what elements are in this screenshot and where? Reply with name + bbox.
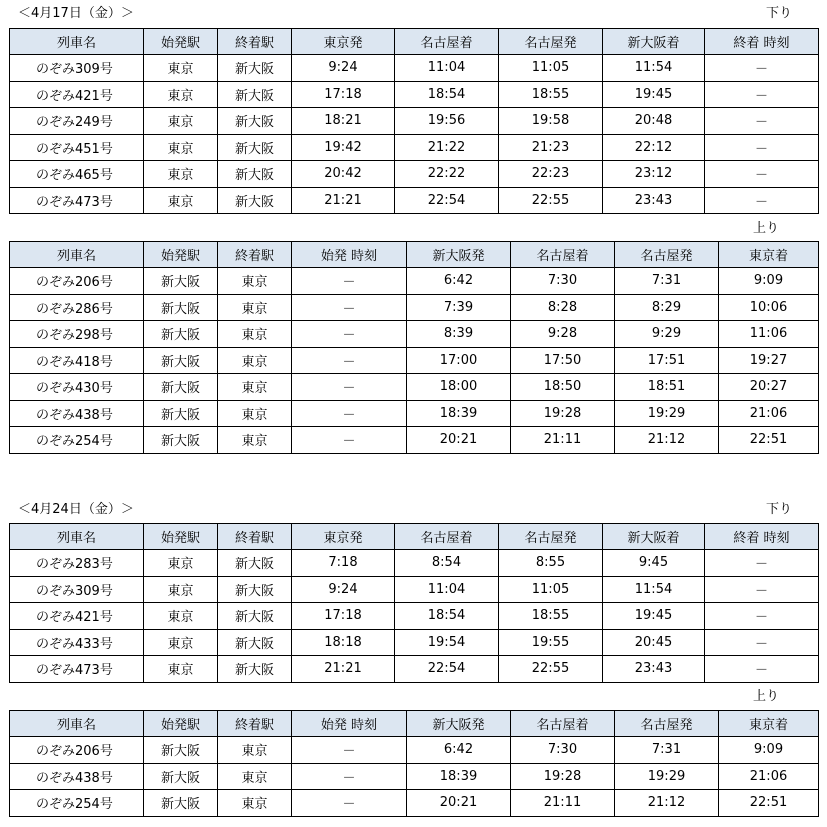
- table-cell: 新大阪: [218, 161, 292, 188]
- table-cell: 17:50: [511, 347, 615, 374]
- table-row: [10, 187, 819, 214]
- table-row: [10, 374, 819, 401]
- column-header: 名古屋発: [499, 29, 603, 55]
- column-header: 始発駅: [144, 711, 218, 737]
- table-cell: 21:11: [511, 790, 615, 817]
- table-cell: －: [292, 321, 407, 348]
- column-header: 始発駅: [144, 242, 218, 268]
- table-cell: 7:30: [511, 737, 615, 764]
- table-cell: 6:42: [407, 737, 511, 764]
- table-cell: －: [292, 374, 407, 401]
- table-cell: 21:22: [395, 134, 499, 161]
- table-cell: －: [292, 268, 407, 295]
- table-cell: 22:51: [719, 790, 819, 817]
- table-cell: 東京: [218, 374, 292, 401]
- table-cell: 19:28: [511, 400, 615, 427]
- table-row: [10, 294, 819, 321]
- column-header: 東京発: [292, 524, 395, 550]
- table-cell: －: [705, 550, 819, 577]
- table-cell: 新大阪: [144, 374, 218, 401]
- header-row: [10, 29, 819, 55]
- table-cell: 7:31: [615, 737, 719, 764]
- train-name-cell: のぞみ309号: [10, 55, 144, 82]
- table-cell: 東京: [218, 268, 292, 295]
- table-cell: 6:42: [407, 268, 511, 295]
- table-cell: 新大阪: [218, 603, 292, 630]
- table-cell: 9:45: [603, 550, 705, 577]
- down-timetable: [9, 28, 819, 214]
- up-timetable: [9, 241, 819, 454]
- table-cell: 東京: [144, 161, 218, 188]
- table-row: [10, 108, 819, 135]
- table-cell: 22:23: [499, 161, 603, 188]
- section-date-label: ＜4月17日（金）＞: [18, 6, 134, 21]
- table-cell: －: [705, 108, 819, 135]
- table-cell: 新大阪: [144, 427, 218, 454]
- table-cell: 新大阪: [144, 763, 218, 790]
- column-header: 新大阪発: [407, 711, 511, 737]
- table-cell: 22:12: [603, 134, 705, 161]
- table-cell: 19:58: [499, 108, 603, 135]
- column-header: 名古屋発: [615, 242, 719, 268]
- table-cell: 19:28: [511, 763, 615, 790]
- table-cell: －: [705, 161, 819, 188]
- table-cell: 東京: [144, 550, 218, 577]
- table-cell: 20:21: [407, 790, 511, 817]
- train-name-cell: のぞみ286号: [10, 294, 144, 321]
- train-name-cell: のぞみ254号: [10, 427, 144, 454]
- table-row: [10, 550, 819, 577]
- table-cell: 11:05: [499, 55, 603, 82]
- table-cell: 9:29: [615, 321, 719, 348]
- column-header: 名古屋着: [395, 524, 499, 550]
- train-name-cell: のぞみ473号: [10, 656, 144, 683]
- column-header: 東京着: [719, 242, 819, 268]
- table-cell: －: [292, 347, 407, 374]
- table-cell: 18:21: [292, 108, 395, 135]
- table-cell: 新大阪: [218, 55, 292, 82]
- table-cell: 22:51: [719, 427, 819, 454]
- table-cell: 19:55: [499, 629, 603, 656]
- column-header: 新大阪発: [407, 242, 511, 268]
- table-cell: 東京: [144, 81, 218, 108]
- table-cell: 21:06: [719, 763, 819, 790]
- up-timetable: [9, 710, 819, 817]
- table-cell: 新大阪: [218, 134, 292, 161]
- column-header: 始発駅: [144, 524, 218, 550]
- train-name-cell: のぞみ421号: [10, 81, 144, 108]
- column-header: 始発 時刻: [292, 242, 407, 268]
- table-cell: 18:39: [407, 400, 511, 427]
- table-row: [10, 603, 819, 630]
- table-cell: 18:50: [511, 374, 615, 401]
- table-cell: 東京: [218, 400, 292, 427]
- table-cell: 18:55: [499, 603, 603, 630]
- column-header: 東京発: [292, 29, 395, 55]
- table-cell: 17:18: [292, 81, 395, 108]
- table-cell: 新大阪: [218, 81, 292, 108]
- train-name-cell: のぞみ283号: [10, 550, 144, 577]
- column-header: 終着 時刻: [705, 29, 819, 55]
- table-row: [10, 576, 819, 603]
- table-cell: 21:21: [292, 187, 395, 214]
- table-cell: 17:51: [615, 347, 719, 374]
- table-cell: 9:28: [511, 321, 615, 348]
- table-cell: 19:45: [603, 603, 705, 630]
- column-header: 新大阪着: [603, 29, 705, 55]
- table-cell: 東京: [218, 737, 292, 764]
- table-cell: 東京: [144, 576, 218, 603]
- up-direction-label: 上り: [753, 689, 780, 704]
- table-cell: 23:12: [603, 161, 705, 188]
- table-row: [10, 268, 819, 295]
- train-name-cell: のぞみ473号: [10, 187, 144, 214]
- column-header: 名古屋着: [511, 711, 615, 737]
- table-row: [10, 347, 819, 374]
- table-cell: 18:00: [407, 374, 511, 401]
- table-cell: 新大阪: [218, 550, 292, 577]
- train-name-cell: のぞみ421号: [10, 603, 144, 630]
- section-date-label: ＜4月24日（金）＞: [18, 502, 134, 517]
- table-cell: 東京: [144, 108, 218, 135]
- table-cell: 23:43: [603, 187, 705, 214]
- up-direction-label: 上り: [753, 221, 780, 236]
- column-header: 名古屋着: [395, 29, 499, 55]
- table-cell: 7:31: [615, 268, 719, 295]
- table-cell: 新大阪: [144, 294, 218, 321]
- table-cell: 東京: [218, 790, 292, 817]
- table-cell: 21:12: [615, 427, 719, 454]
- table-cell: 20:45: [603, 629, 705, 656]
- table-cell: 11:04: [395, 576, 499, 603]
- table-cell: 17:18: [292, 603, 395, 630]
- train-name-cell: のぞみ438号: [10, 400, 144, 427]
- table-cell: －: [292, 763, 407, 790]
- table-cell: 20:21: [407, 427, 511, 454]
- train-name-cell: のぞみ206号: [10, 268, 144, 295]
- train-name-cell: のぞみ206号: [10, 737, 144, 764]
- table-cell: 東京: [218, 763, 292, 790]
- table-cell: －: [705, 55, 819, 82]
- table-cell: －: [705, 656, 819, 683]
- column-header: 名古屋発: [499, 524, 603, 550]
- table-cell: 新大阪: [218, 656, 292, 683]
- table-cell: 8:29: [615, 294, 719, 321]
- table-cell: 22:55: [499, 656, 603, 683]
- table-cell: 8:55: [499, 550, 603, 577]
- table-cell: －: [705, 81, 819, 108]
- table-cell: 22:55: [499, 187, 603, 214]
- table-row: [10, 161, 819, 188]
- train-name-cell: のぞみ254号: [10, 790, 144, 817]
- table-cell: 20:27: [719, 374, 819, 401]
- table-cell: 東京: [144, 55, 218, 82]
- table-cell: 19:29: [615, 400, 719, 427]
- table-row: [10, 55, 819, 82]
- table-cell: 新大阪: [144, 400, 218, 427]
- table-row: [10, 427, 819, 454]
- table-cell: 19:56: [395, 108, 499, 135]
- table-row: [10, 321, 819, 348]
- table-cell: 11:04: [395, 55, 499, 82]
- train-name-cell: のぞみ430号: [10, 374, 144, 401]
- table-cell: 11:54: [603, 576, 705, 603]
- down-timetable: [9, 523, 819, 683]
- table-row: [10, 656, 819, 683]
- table-cell: 新大阪: [144, 347, 218, 374]
- column-header: 終着駅: [218, 524, 292, 550]
- table-cell: 11:05: [499, 576, 603, 603]
- table-cell: 東京: [144, 187, 218, 214]
- table-cell: 東京: [144, 656, 218, 683]
- table-cell: 8:28: [511, 294, 615, 321]
- down-direction-label: 下り: [766, 6, 793, 21]
- table-cell: 新大阪: [218, 629, 292, 656]
- column-header: 終着駅: [218, 242, 292, 268]
- table-cell: 19:42: [292, 134, 395, 161]
- table-cell: 18:39: [407, 763, 511, 790]
- column-header: 列車名: [10, 242, 144, 268]
- column-header: 終着駅: [218, 29, 292, 55]
- train-name-cell: のぞみ309号: [10, 576, 144, 603]
- table-cell: 18:18: [292, 629, 395, 656]
- table-cell: 18:55: [499, 81, 603, 108]
- table-cell: 21:11: [511, 427, 615, 454]
- column-header: 終着駅: [218, 711, 292, 737]
- column-header: 東京着: [719, 711, 819, 737]
- table-cell: 21:12: [615, 790, 719, 817]
- table-row: [10, 134, 819, 161]
- table-cell: 新大阪: [218, 187, 292, 214]
- table-cell: 東京: [218, 321, 292, 348]
- table-cell: 19:27: [719, 347, 819, 374]
- train-name-cell: のぞみ451号: [10, 134, 144, 161]
- table-cell: 11:54: [603, 55, 705, 82]
- table-row: [10, 737, 819, 764]
- table-cell: －: [705, 576, 819, 603]
- train-name-cell: のぞみ298号: [10, 321, 144, 348]
- table-cell: 18:51: [615, 374, 719, 401]
- table-cell: 8:39: [407, 321, 511, 348]
- table-cell: 東京: [144, 629, 218, 656]
- table-row: [10, 790, 819, 817]
- column-header: 新大阪着: [603, 524, 705, 550]
- table-row: [10, 81, 819, 108]
- table-cell: 9:09: [719, 268, 819, 295]
- table-cell: 東京: [144, 134, 218, 161]
- column-header: 始発駅: [144, 29, 218, 55]
- table-cell: 新大阪: [144, 737, 218, 764]
- table-cell: 19:45: [603, 81, 705, 108]
- table-cell: －: [705, 603, 819, 630]
- table-cell: 新大阪: [144, 790, 218, 817]
- train-name-cell: のぞみ249号: [10, 108, 144, 135]
- table-cell: －: [705, 187, 819, 214]
- table-cell: 7:18: [292, 550, 395, 577]
- train-name-cell: のぞみ433号: [10, 629, 144, 656]
- column-header: 列車名: [10, 524, 144, 550]
- table-cell: 新大阪: [218, 108, 292, 135]
- table-cell: 東京: [144, 603, 218, 630]
- table-cell: －: [292, 790, 407, 817]
- table-cell: －: [292, 400, 407, 427]
- table-cell: 新大阪: [144, 268, 218, 295]
- column-header: 始発 時刻: [292, 711, 407, 737]
- table-cell: 東京: [218, 427, 292, 454]
- table-cell: 20:48: [603, 108, 705, 135]
- table-cell: 9:09: [719, 737, 819, 764]
- table-cell: －: [292, 294, 407, 321]
- table-cell: 17:00: [407, 347, 511, 374]
- table-cell: 7:30: [511, 268, 615, 295]
- column-header: 列車名: [10, 711, 144, 737]
- table-cell: 21:23: [499, 134, 603, 161]
- table-cell: 21:06: [719, 400, 819, 427]
- table-cell: －: [292, 427, 407, 454]
- table-cell: 20:42: [292, 161, 395, 188]
- table-cell: 19:29: [615, 763, 719, 790]
- table-cell: 22:54: [395, 187, 499, 214]
- table-cell: －: [705, 134, 819, 161]
- table-cell: 東京: [218, 347, 292, 374]
- train-name-cell: のぞみ438号: [10, 763, 144, 790]
- table-row: [10, 629, 819, 656]
- table-cell: 21:21: [292, 656, 395, 683]
- table-cell: 11:06: [719, 321, 819, 348]
- table-cell: 新大阪: [218, 576, 292, 603]
- header-row: [10, 711, 819, 737]
- down-direction-label: 下り: [766, 502, 793, 517]
- column-header: 終着 時刻: [705, 524, 819, 550]
- column-header: 名古屋着: [511, 242, 615, 268]
- table-cell: 新大阪: [144, 321, 218, 348]
- table-row: [10, 763, 819, 790]
- table-cell: 19:54: [395, 629, 499, 656]
- table-cell: 22:54: [395, 656, 499, 683]
- column-header: 名古屋発: [615, 711, 719, 737]
- header-row: [10, 242, 819, 268]
- header-row: [10, 524, 819, 550]
- table-cell: 18:54: [395, 603, 499, 630]
- table-cell: 東京: [218, 294, 292, 321]
- table-cell: 9:24: [292, 576, 395, 603]
- table-cell: －: [292, 737, 407, 764]
- table-row: [10, 400, 819, 427]
- train-name-cell: のぞみ465号: [10, 161, 144, 188]
- column-header: 列車名: [10, 29, 144, 55]
- train-name-cell: のぞみ418号: [10, 347, 144, 374]
- table-cell: －: [705, 629, 819, 656]
- table-cell: 23:43: [603, 656, 705, 683]
- table-cell: 9:24: [292, 55, 395, 82]
- table-cell: 10:06: [719, 294, 819, 321]
- table-cell: 18:54: [395, 81, 499, 108]
- table-cell: 7:39: [407, 294, 511, 321]
- table-cell: 8:54: [395, 550, 499, 577]
- table-cell: 22:22: [395, 161, 499, 188]
